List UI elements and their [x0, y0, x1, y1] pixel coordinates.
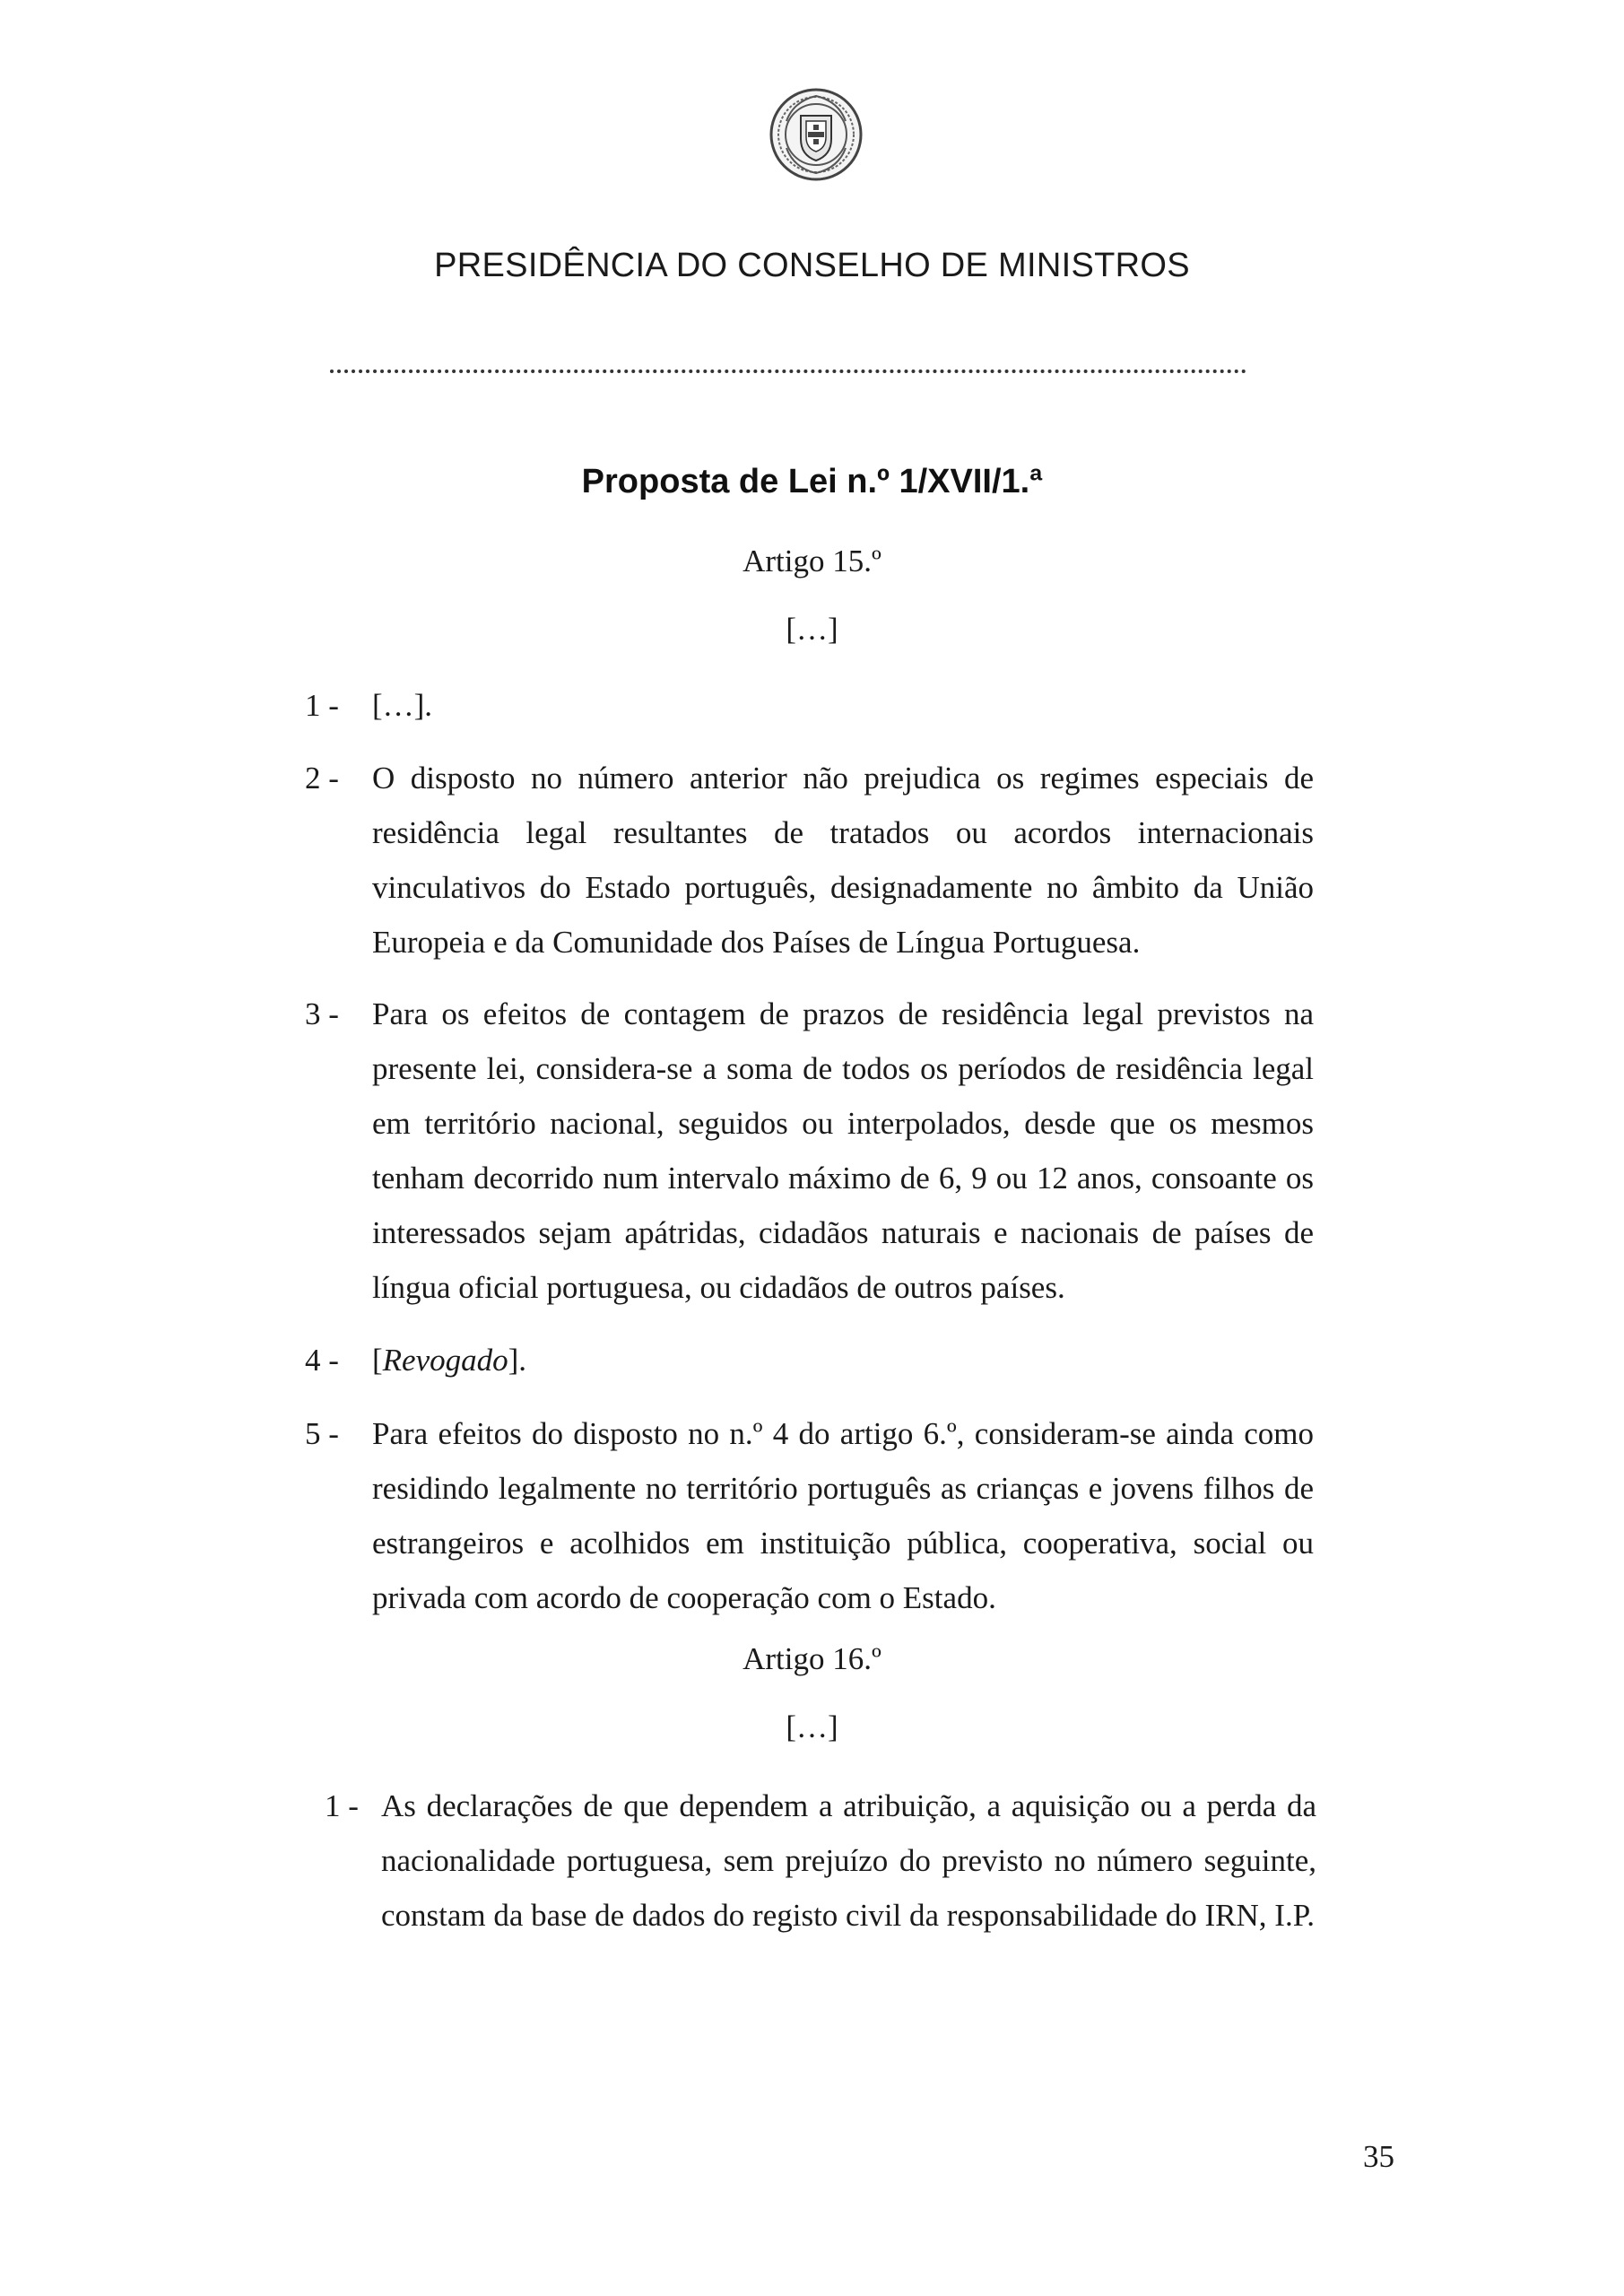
item-number: 1 -: [305, 688, 339, 723]
item-text: O disposto no número anterior não prejudica os regimes especiais de residência legal resultantes de tratados ou acordos internacionais vinculativos do Estado português, designadamente no âmbito da União Europeia e da Comunidade dos Países de Língua Portuguesa.: [372, 761, 1314, 960]
article-15-item-2: [305, 751, 1314, 970]
article-15-ellipsis: […]: [786, 612, 838, 647]
proposal-title: Proposta de Lei n.º 1/XVII/1.ª: [581, 463, 1043, 500]
item-number: 3 -: [305, 996, 339, 1031]
revoked-label: Revogado: [382, 1343, 508, 1378]
page-number: 35: [1363, 2139, 1394, 2174]
item-text: […].: [372, 688, 433, 723]
article-15-item-5: [305, 1406, 1314, 1625]
item-text: As declarações de que dependem a atribuição, a aquisição ou a perda da nacionalidade portuguesa, sem prejuízo do previsto no número seguinte, constam da base de dados do registo civil da responsabilidade do IRN, I.P.: [381, 1788, 1316, 1933]
article-16-title: Artigo 16.º: [743, 1641, 881, 1676]
article-15-title: Artigo 15.º: [743, 544, 881, 578]
item-text: Para efeitos do disposto no n.º 4 do artigo 6.º, consideram-se ainda como residindo legalmente no território português as crianças e jovens filhos de estrangeiros e acolhidos em instituição pública, cooperativa, social ou privada com acordo de cooperação com o Estado.: [372, 1416, 1314, 1615]
item-number: 2 -: [305, 761, 339, 796]
item-number: 4 -: [305, 1343, 339, 1378]
dotted-separator: [330, 370, 1246, 373]
item-number: 5 -: [305, 1416, 339, 1451]
item-number: 1 -: [325, 1788, 359, 1823]
coat-of-arms-seal-icon: [767, 85, 865, 184]
article-16-ellipsis: […]: [786, 1709, 838, 1744]
article-15-item-1: [305, 678, 1314, 733]
article-15-item-3: [305, 987, 1314, 1315]
organization-name: PRESIDÊNCIA DO CONSELHO DE MINISTROS: [434, 247, 1190, 284]
item-text: Para os efeitos de contagem de prazos de residência legal previstos na presente lei, considera-se a soma de todos os períodos de residência legal em território nacional, seguidos ou interpolados, desde que os mesmos tenham decorrido num intervalo máximo de 6, 9 ou 12 anos, consoante os interessados sejam apátridas, cidadãos naturais e nacionais de países de língua oficial portuguesa, ou cidadãos de outros países.: [372, 996, 1314, 1305]
item-text: [Revogado].: [372, 1343, 527, 1378]
article-16-item-1: [325, 1779, 1316, 1943]
article-15-item-4: [305, 1333, 1314, 1387]
